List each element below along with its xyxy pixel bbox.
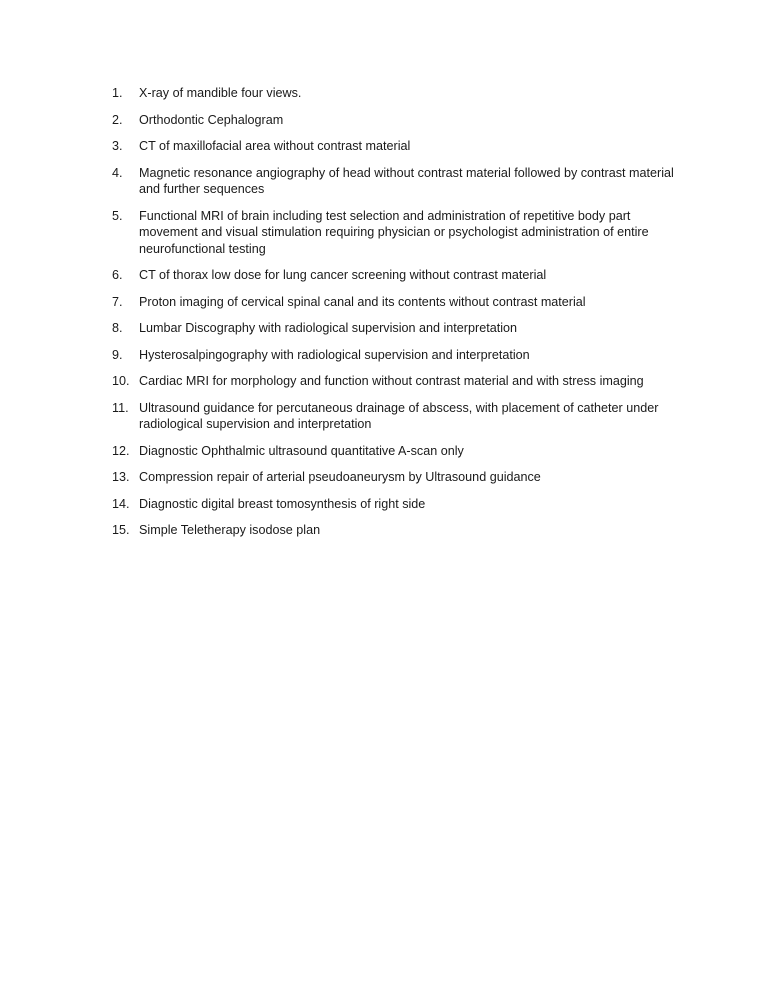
list-item-number: 6. <box>112 268 123 282</box>
list-item-number: 1. <box>112 86 123 100</box>
list-item-text: Diagnostic digital breast tomosynthesis of right side <box>139 496 426 511</box>
list-item-text: Cardiac MRI for morphology and function without contrast material and with stress imaging <box>139 374 644 388</box>
list-item-number: 10. <box>112 374 130 388</box>
list-item <box>112 320 692 337</box>
list-item <box>112 496 692 513</box>
list-item-text: Proton imaging of cervical spinal canal and its contents without contrast material <box>139 294 586 309</box>
list-item-text: Lumbar Discography with radiological supervision and interpretation <box>139 321 518 335</box>
list-item-number: 3. <box>112 139 123 153</box>
list-item <box>112 469 692 486</box>
list-item-text: CT of thorax low dose for lung cancer screening without contrast material <box>139 268 547 282</box>
list-item-text: Magnetic resonance angiography of head without contrast material followed by contrast material and further sequences <box>139 165 674 196</box>
list-item-text: Compression repair of arterial pseudoaneurysm by Ultrasound guidance <box>139 470 541 484</box>
list-item <box>112 267 692 284</box>
list-item <box>112 373 692 390</box>
list-item-number: 11. <box>112 400 129 415</box>
list-item-text: X-ray of mandible four views. <box>139 86 302 100</box>
list-item-number: 9. <box>112 347 123 362</box>
list-item <box>112 443 692 460</box>
list-item <box>112 112 692 129</box>
list-item <box>112 400 692 433</box>
procedure-list <box>112 85 692 549</box>
list-item-number: 12. <box>112 443 130 458</box>
list-item-text: Hysterosalpingography with radiological supervision and interpretation <box>139 347 530 362</box>
list-item-number: 4. <box>112 165 123 180</box>
list-item <box>112 522 692 539</box>
list-item-number: 14. <box>112 496 130 511</box>
list-item <box>112 208 692 258</box>
list-item <box>112 347 692 364</box>
list-item <box>112 85 692 102</box>
list-item-number: 15. <box>112 523 130 537</box>
list-item-text: CT of maxillofacial area without contrast material <box>139 139 411 153</box>
list-item-text: Ultrasound guidance for percutaneous drainage of abscess, with placement of catheter under radiological supervision and interpretation <box>139 400 659 431</box>
list-item-text: Functional MRI of brain including test selection and administration of repetitive body part movement and visual stimulation requiring physician or psychologist administration of entire neurofunctional testing <box>139 208 649 256</box>
list-item-text: Diagnostic Ophthalmic ultrasound quantitative A-scan only <box>139 443 464 458</box>
list-item-number: 2. <box>112 112 123 127</box>
list-item-number: 7. <box>112 294 123 309</box>
list-item <box>112 165 692 198</box>
list-item <box>112 294 692 311</box>
list-item-number: 13. <box>112 470 130 484</box>
list-item-number: 8. <box>112 321 123 335</box>
list-item-text: Orthodontic Cephalogram <box>139 112 284 127</box>
list-item <box>112 138 692 155</box>
list-item-text: Simple Teletherapy isodose plan <box>139 523 321 537</box>
list-item-number: 5. <box>112 208 123 223</box>
